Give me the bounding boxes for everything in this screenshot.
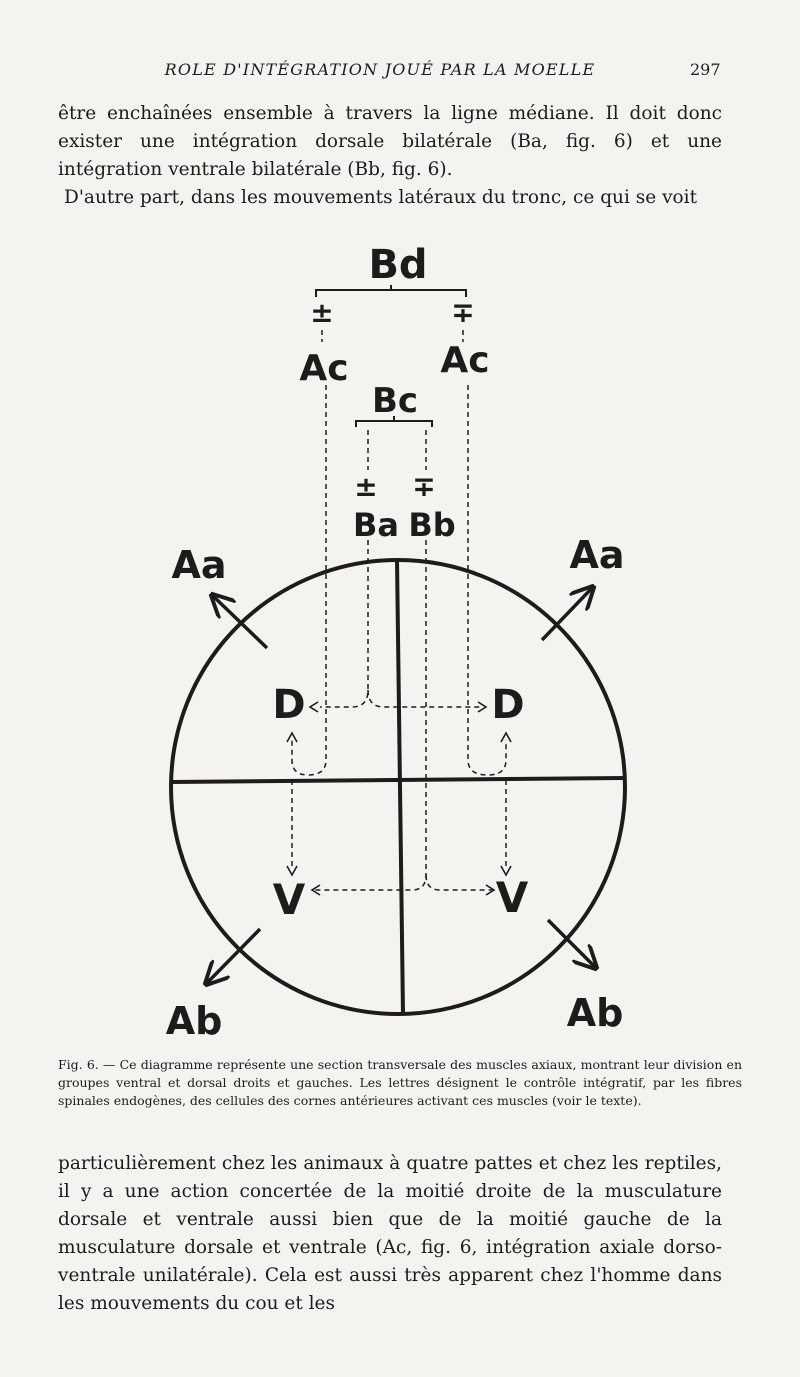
- sign-bb: ∓: [412, 470, 436, 503]
- label-ba: Ba: [353, 506, 399, 544]
- ba-dashed-path-right: [368, 690, 480, 707]
- median-line: [397, 560, 403, 1014]
- paragraph-2: D'autre part, dans les mouvements latéraux du tronc, ce qui se voit: [64, 187, 698, 208]
- horizontal-septum: [172, 778, 625, 782]
- label-v-left: V: [272, 875, 306, 924]
- arrow-into-d-left: [310, 702, 318, 712]
- arrow-up-d-left: [287, 733, 297, 742]
- paragraph-3: particulièrement chez les animaux à quatre pattes et chez les reptiles, il y a une action concertée de la moitié droite de la musculature dorsale et ventrale aussi bien que de la moitié gauche de la musculature dorsale et ventrale (Ac, fig. 6, intégration axiale dorso-ventrale unilatérale). Cela est aussi très apparent chez l'homme dans les mouvements du cou et les: [58, 1153, 722, 1314]
- label-aa-right: Aa: [569, 533, 625, 577]
- label-ac-left: Ac: [299, 348, 349, 389]
- sign-bd-right: ∓: [451, 296, 475, 329]
- text-block-bottom: [58, 1150, 722, 1318]
- label-bd: Bd: [368, 242, 428, 288]
- label-ac-right: Ac: [440, 340, 490, 381]
- label-d-left: D: [272, 682, 306, 728]
- aa-right-arrow: [542, 587, 593, 640]
- aa-left-arrow: [212, 595, 267, 648]
- text-block-top: [58, 100, 722, 212]
- figure-6-diagram: [0, 200, 800, 1060]
- label-ab-right: Ab: [566, 991, 624, 1035]
- label-bc: Bc: [371, 381, 419, 421]
- running-head: ROLE D'INTÉGRATION JOUÉ PAR LA MOELLE: [164, 60, 596, 79]
- label-aa-left: Aa: [171, 543, 227, 587]
- label-ab-left: Ab: [165, 999, 223, 1043]
- label-v-right: V: [495, 873, 529, 922]
- label-d-right: D: [491, 682, 525, 728]
- arrow-up-d-right: [501, 733, 511, 742]
- arrow-down-v-left: [287, 866, 297, 875]
- label-bb: Bb: [408, 506, 456, 544]
- sign-ba: ±: [354, 470, 378, 503]
- ab-right-arrow: [548, 920, 596, 968]
- paragraph-1: être enchaînées ensemble à travers la ligne médiane. Il doit donc exister une intégration dorsale bilatérale (Ba, fig. 6) et une intégration ventrale bilatérale (Bb, fig. 6).: [58, 103, 722, 180]
- figure-caption: Fig. 6. — Ce diagramme représente une section transversale des muscles axiaux, montrant leur division en groupes ventral et dorsal droits et gauches. Les lettres désignent le contrôle intégratif, par les fibres spinales endogènes, des cellules des cornes antérieures activant ces muscles (voir le texte).: [58, 1057, 742, 1108]
- bb-dashed-path-right: [426, 875, 492, 890]
- ab-left-arrow: [206, 929, 260, 984]
- sign-bd-left: ±: [310, 296, 334, 329]
- page-number: 297: [690, 60, 721, 79]
